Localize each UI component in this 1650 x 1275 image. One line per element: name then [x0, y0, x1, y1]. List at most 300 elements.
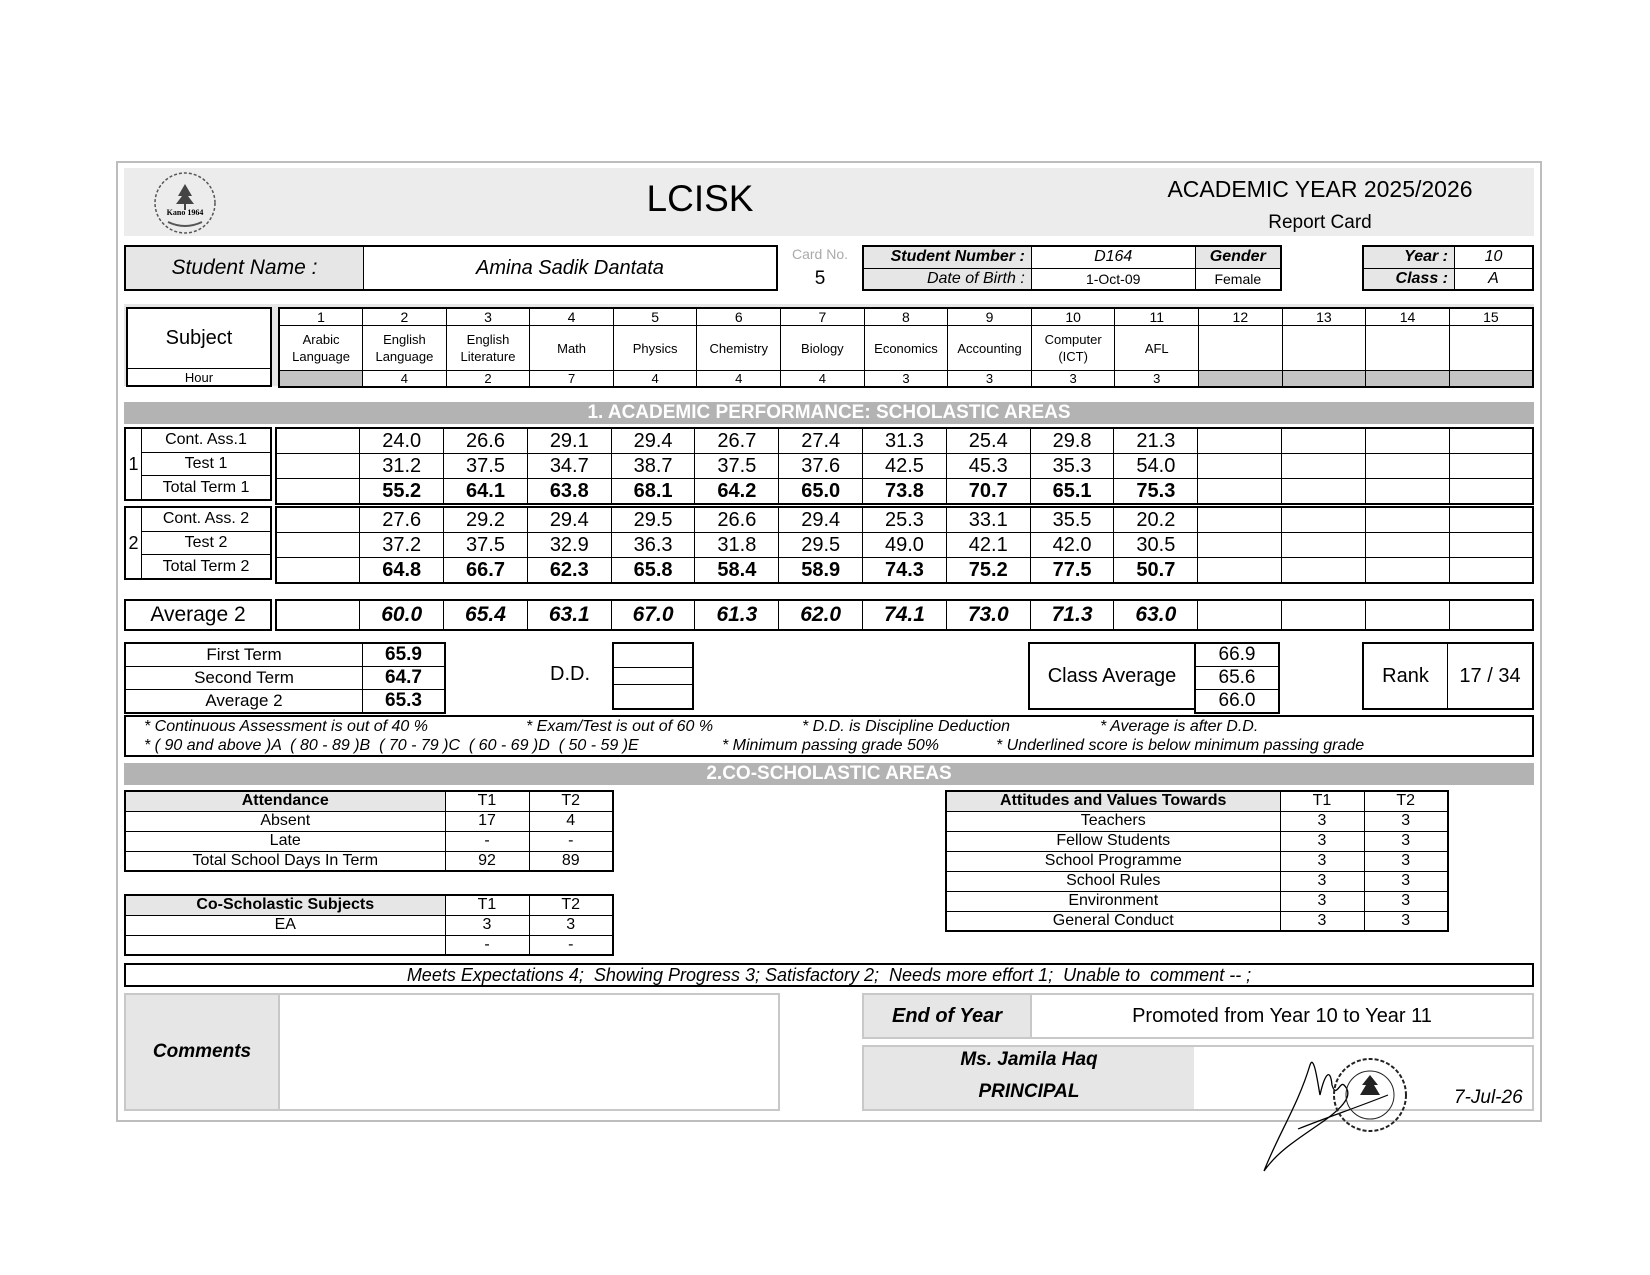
subject-name-line1: Arabic — [302, 332, 340, 347]
attendance-cell: Total School Days In Term — [125, 851, 445, 871]
subject-hour: 4 — [613, 371, 697, 388]
average-cell: 67.0 — [611, 600, 695, 630]
average-cell: 71.3 — [1030, 600, 1114, 630]
score-cell: 54.0 — [1114, 454, 1198, 479]
score-cell — [1282, 479, 1366, 505]
attitudes-cell: 3 — [1280, 811, 1364, 831]
subject-number: 14 — [1366, 308, 1450, 326]
attitudes-cell: 3 — [1364, 831, 1448, 851]
attitudes-table — [945, 790, 1449, 932]
class-average-label: Class Average — [1028, 642, 1196, 710]
score-cell: 29.4 — [779, 507, 863, 533]
subject-number: 6 — [697, 308, 781, 326]
attendance-cell: 92 — [445, 851, 529, 871]
student-name-label: Student Name : — [126, 247, 364, 289]
term-block-2 — [124, 506, 272, 580]
score-cell: 29.2 — [444, 507, 528, 533]
attitudes-t2-header: T2 — [1364, 791, 1448, 811]
subject-name-line1: Economics — [874, 340, 938, 356]
dd-table — [612, 642, 694, 710]
summary-value: 64.7 — [363, 667, 446, 690]
score-cell: 63.8 — [527, 479, 611, 505]
score-cell — [1198, 428, 1282, 454]
score-cell: 37.5 — [444, 533, 528, 558]
score-cell: 35.5 — [1030, 507, 1114, 533]
score-cell — [1282, 507, 1366, 533]
score-cell — [1449, 428, 1533, 454]
attitudes-title: Attitudes and Values Towards — [946, 791, 1280, 811]
subject-hour — [1199, 371, 1283, 388]
score-cell: 29.4 — [527, 507, 611, 533]
attitudes-t1-header: T1 — [1280, 791, 1364, 811]
attendance-cell: - — [529, 831, 613, 851]
coscholastic-cell: - — [529, 935, 613, 955]
average-table — [275, 599, 1534, 631]
subject-hour: 3 — [864, 371, 948, 388]
average-cell: 63.1 — [527, 600, 611, 630]
summary-row — [125, 690, 445, 714]
year-class-table — [1362, 245, 1534, 291]
note-underline: * Underlined score is below minimum passing grade — [996, 737, 1365, 754]
score-cell — [1198, 507, 1282, 533]
dd-label: D.D. — [550, 663, 590, 685]
subject-number: 5 — [613, 308, 697, 326]
card-no-label: Card No. — [791, 246, 849, 262]
section2-title: 2.CO-SCHOLASTIC AREAS — [124, 763, 1534, 785]
score-cell — [1282, 454, 1366, 479]
class-average-t1: 66.9 — [1195, 643, 1279, 667]
score-cell: 62.3 — [527, 558, 611, 584]
score-cell: 50.7 — [1114, 558, 1198, 584]
attendance-row — [125, 851, 613, 871]
subject-name-line2: Language — [292, 349, 350, 364]
subject-name — [363, 326, 447, 371]
coscholastic-table — [124, 894, 614, 956]
score-cell: 27.4 — [779, 428, 863, 454]
subject-name-line1: Chemistry — [709, 340, 769, 356]
score-cell: 75.2 — [946, 558, 1030, 584]
attendance-t2-header: T2 — [529, 791, 613, 811]
end-of-year-box — [862, 993, 1534, 1039]
summary-label: Average 2 — [125, 690, 363, 714]
end-of-year-label: End of Year — [864, 995, 1030, 1037]
score-cell: 77.5 — [1030, 558, 1114, 584]
coscholastic-t1-header: T1 — [445, 895, 529, 915]
score-cell: 42.0 — [1030, 533, 1114, 558]
score-cell: 64.1 — [444, 479, 528, 505]
school-name: LCISK — [646, 178, 754, 219]
logo-text: Kano 1964 — [166, 208, 204, 217]
score-cell — [1365, 428, 1449, 454]
score-cell — [1282, 558, 1366, 584]
score-cell — [1449, 558, 1533, 584]
score-cell: 25.4 — [946, 428, 1030, 454]
score-cell: 55.2 — [360, 479, 444, 505]
gender: Female — [1195, 268, 1281, 290]
attitudes-cell: Fellow Students — [946, 831, 1280, 851]
attendance-cell: Late — [125, 831, 445, 851]
score-cell: 36.3 — [611, 533, 695, 558]
average-cell: 63.0 — [1114, 600, 1198, 630]
attitudes-cell: 3 — [1364, 891, 1448, 911]
coscholastic-cell: 3 — [529, 915, 613, 935]
term-scores-table — [275, 427, 1534, 505]
class-label: Class : — [1363, 268, 1455, 290]
summary-value: 65.3 — [363, 690, 446, 714]
subject-hour: 4 — [781, 371, 865, 388]
attitudes-cell: 3 — [1364, 911, 1448, 931]
term-row — [276, 454, 1533, 479]
score-cell: 24.0 — [360, 428, 444, 454]
score-cell: 32.9 — [527, 533, 611, 558]
subject-name — [1199, 326, 1283, 371]
school-logo — [140, 170, 230, 236]
student-name-box — [124, 245, 778, 291]
subject-name — [1449, 326, 1533, 371]
subject-name — [1031, 326, 1115, 371]
subject-hour: 3 — [1031, 371, 1115, 388]
subject-label-box — [126, 307, 272, 387]
subject-name — [1282, 326, 1366, 371]
student-info-table — [862, 245, 1282, 291]
issue-date: 7-Jul-26 — [1454, 1087, 1523, 1108]
score-cell: 73.8 — [863, 479, 947, 505]
rating-legend: Meets Expectations 4; Showing Progress 3; Satisfactory 2; Needs more effort 1; Unable to comment -- ; — [124, 963, 1534, 987]
subject-name-line1: English — [383, 332, 426, 347]
score-cell: 26.6 — [695, 507, 779, 533]
score-cell: 37.5 — [695, 454, 779, 479]
subject-name-line2: (ICT) — [1058, 349, 1088, 364]
attitudes-cell: School Rules — [946, 871, 1280, 891]
subject-name — [279, 326, 363, 371]
subject-number: 9 — [948, 308, 1032, 326]
subject-label: Subject — [128, 309, 270, 369]
subject-number: 13 — [1282, 308, 1366, 326]
score-cell: 42.1 — [946, 533, 1030, 558]
subject-number: 2 — [363, 308, 447, 326]
score-cell — [1449, 533, 1533, 558]
attendance-cell: Absent — [125, 811, 445, 831]
subject-name — [1115, 326, 1199, 371]
class-value: A — [1455, 268, 1534, 290]
principal-signature — [1258, 1025, 1418, 1175]
term-row — [276, 479, 1533, 505]
score-cell: 58.9 — [779, 558, 863, 584]
student-name: Amina Sadik Dantata — [476, 256, 664, 279]
year-label: Year : — [1363, 246, 1455, 268]
subject-number: 7 — [781, 308, 865, 326]
attendance-cell: - — [445, 831, 529, 851]
coscholastic-cell: 3 — [445, 915, 529, 935]
score-cell — [1449, 479, 1533, 505]
attitudes-row — [946, 831, 1448, 851]
term-number: 2 — [126, 508, 142, 578]
subject-number: 10 — [1031, 308, 1115, 326]
score-cell: 42.5 — [863, 454, 947, 479]
class-average-t2: 65.6 — [1195, 667, 1279, 690]
term-row — [276, 533, 1533, 558]
score-cell: 29.4 — [611, 428, 695, 454]
coscholastic-cell: - — [445, 935, 529, 955]
note-minimum: * Minimum passing grade 50% — [722, 737, 939, 754]
summary-label: Second Term — [125, 667, 363, 690]
score-cell: 26.6 — [444, 428, 528, 454]
principal-name: Ms. Jamila Haq — [960, 1049, 1098, 1070]
score-cell — [276, 479, 360, 505]
score-cell: 29.5 — [779, 533, 863, 558]
score-cell: 20.2 — [1114, 507, 1198, 533]
comments-box — [124, 993, 780, 1111]
principal-box — [862, 1045, 1534, 1111]
note-exam: * Exam/Test is out of 60 % — [526, 718, 714, 735]
subject-name-line1: Biology — [801, 340, 844, 356]
subject-hour: 2 — [446, 371, 530, 388]
subject-number: 12 — [1199, 308, 1283, 326]
dob: 1-Oct-09 — [1031, 268, 1195, 290]
summary-label: First Term — [125, 643, 363, 667]
subject-number-row — [279, 308, 1533, 326]
score-cell: 58.4 — [695, 558, 779, 584]
note-ca: * Continuous Assessment is out of 40 % — [144, 718, 428, 735]
summary-value: 65.9 — [363, 643, 446, 667]
section1-title: 1. ACADEMIC PERFORMANCE: SCHOLASTIC AREAS — [124, 402, 1534, 424]
score-cell — [1198, 479, 1282, 505]
subject-name-line1: Physics — [632, 340, 678, 356]
score-cell: 64.2 — [695, 479, 779, 505]
score-cell: 37.2 — [360, 533, 444, 558]
term-row — [276, 507, 1533, 533]
subject-name — [864, 326, 948, 371]
subject-hour: 4 — [363, 371, 447, 388]
attitudes-cell: 3 — [1364, 871, 1448, 891]
notes-box — [124, 715, 1534, 757]
score-cell — [1365, 479, 1449, 505]
score-cell — [1365, 507, 1449, 533]
term-row-label: Cont. Ass. 2 — [142, 508, 270, 532]
term-row-label: Total Term 2 — [162, 557, 250, 575]
end-of-year-value: Promoted from Year 10 to Year 11 — [1030, 995, 1532, 1037]
score-cell: 65.8 — [611, 558, 695, 584]
coscholastic-row — [125, 935, 613, 955]
year-value: 10 — [1455, 246, 1534, 268]
score-cell: 66.7 — [444, 558, 528, 584]
subject-number: 11 — [1115, 308, 1199, 326]
subject-name-row — [279, 326, 1533, 371]
subject-name — [1366, 326, 1450, 371]
score-cell — [276, 533, 360, 558]
score-cell: 75.3 — [1114, 479, 1198, 505]
subject-name — [697, 326, 781, 371]
score-cell — [1365, 558, 1449, 584]
subject-hour: 7 — [530, 371, 614, 388]
coscholastic-row — [125, 915, 613, 935]
subject-name — [613, 326, 697, 371]
attitudes-cell: 3 — [1280, 851, 1364, 871]
term-number: 1 — [126, 429, 142, 499]
score-cell: 31.8 — [695, 533, 779, 558]
score-cell: 31.2 — [360, 454, 444, 479]
score-cell: 37.6 — [779, 454, 863, 479]
score-cell: 34.7 — [527, 454, 611, 479]
attitudes-row — [946, 811, 1448, 831]
average-cell — [276, 600, 360, 630]
average-cell: 61.3 — [695, 600, 779, 630]
attitudes-cell: 3 — [1280, 891, 1364, 911]
score-cell: 68.1 — [611, 479, 695, 505]
class-average-table — [1194, 642, 1280, 714]
score-cell: 30.5 — [1114, 533, 1198, 558]
score-cell — [1365, 533, 1449, 558]
term-summary-table — [124, 642, 446, 714]
attitudes-cell: 3 — [1280, 911, 1364, 931]
subject-name — [781, 326, 865, 371]
term-row-label: Total Term 1 — [162, 478, 250, 496]
average-label: Average 2 — [124, 599, 272, 631]
hour-label: Hour — [184, 369, 214, 385]
score-cell: 38.7 — [611, 454, 695, 479]
subject-name-line2: Language — [375, 349, 434, 364]
average-cell — [1449, 600, 1533, 630]
attendance-t1-header: T1 — [445, 791, 529, 811]
average-cell — [1365, 600, 1449, 630]
score-cell: 21.3 — [1114, 428, 1198, 454]
attitudes-cell: General Conduct — [946, 911, 1280, 931]
subject-name-line1: Computer — [1044, 332, 1102, 347]
score-cell: 74.3 — [863, 558, 947, 584]
average-cell — [1282, 600, 1366, 630]
attendance-cell: 17 — [445, 811, 529, 831]
subject-number: 15 — [1449, 308, 1533, 326]
attitudes-cell: Teachers — [946, 811, 1280, 831]
subject-name-line1: Math — [557, 340, 587, 356]
subject-hour — [1366, 371, 1450, 388]
score-cell — [1282, 533, 1366, 558]
score-cell: 26.7 — [695, 428, 779, 454]
score-cell: 29.8 — [1030, 428, 1114, 454]
score-cell — [276, 507, 360, 533]
score-cell — [276, 428, 360, 454]
card-no: 5 — [814, 268, 826, 289]
principal-title: PRINCIPAL — [978, 1081, 1080, 1102]
attitudes-cell: 3 — [1280, 871, 1364, 891]
subject-hour — [279, 371, 363, 388]
attendance-cell: 4 — [529, 811, 613, 831]
subject-name-line1: English — [466, 332, 510, 347]
score-cell — [1282, 428, 1366, 454]
student-number-label: Student Number : — [863, 246, 1031, 268]
comments-field — [278, 995, 778, 1109]
score-cell — [1365, 454, 1449, 479]
academic-year: ACADEMIC YEAR 2025/2026 — [1167, 176, 1473, 202]
term-row — [276, 428, 1533, 454]
subject-hour: 3 — [1115, 371, 1199, 388]
score-cell: 45.3 — [946, 454, 1030, 479]
attendance-table — [124, 790, 614, 872]
coscholastic-t2-header: T2 — [529, 895, 613, 915]
average-row — [276, 600, 1533, 630]
subject-hour: 4 — [697, 371, 781, 388]
rank-box — [1362, 642, 1534, 710]
score-cell — [276, 454, 360, 479]
average-cell: 60.0 — [360, 600, 444, 630]
average-cell: 73.0 — [946, 600, 1030, 630]
subject-hour-row — [279, 371, 1533, 388]
subject-number: 1 — [279, 308, 363, 326]
doc-type: Report Card — [1268, 212, 1372, 233]
score-cell: 25.3 — [863, 507, 947, 533]
subject-name-line1: AFL — [1144, 340, 1169, 356]
subject-number: 3 — [446, 308, 530, 326]
score-cell: 31.3 — [863, 428, 947, 454]
score-cell — [276, 558, 360, 584]
subjects-table — [278, 307, 1534, 388]
attitudes-row — [946, 871, 1448, 891]
score-cell — [1449, 507, 1533, 533]
score-cell: 70.7 — [946, 479, 1030, 505]
term-row-labels — [142, 508, 270, 578]
attendance-row — [125, 811, 613, 831]
score-cell: 27.6 — [360, 507, 444, 533]
comments-label: Comments — [126, 995, 278, 1109]
score-cell — [1198, 558, 1282, 584]
score-cell: 49.0 — [863, 533, 947, 558]
subject-hour — [1282, 371, 1366, 388]
term-row-labels — [142, 429, 270, 499]
class-average-avg: 66.0 — [1195, 690, 1279, 714]
note-average: * Average is after D.D. — [1100, 718, 1259, 735]
attitudes-row — [946, 891, 1448, 911]
score-cell — [1198, 454, 1282, 479]
note-dd: * D.D. is Discipline Deduction — [802, 718, 1011, 735]
attitudes-row — [946, 851, 1448, 871]
note-grades: * ( 90 and above )A ( 80 - 89 )B ( 70 - 79 )C ( 60 - 69 )D ( 50 - 59 )E — [144, 737, 639, 754]
subject-name-line2: Literature — [460, 349, 516, 364]
score-cell: 65.0 — [779, 479, 863, 505]
attitudes-row — [946, 911, 1448, 931]
gender-label: Gender — [1195, 246, 1281, 268]
summary-row — [125, 643, 445, 667]
attitudes-cell: 3 — [1364, 851, 1448, 871]
score-cell: 65.1 — [1030, 479, 1114, 505]
average-cell: 62.0 — [779, 600, 863, 630]
term-scores-table — [275, 506, 1534, 584]
score-cell: 29.1 — [527, 428, 611, 454]
score-cell — [1449, 454, 1533, 479]
coscholastic-cell — [125, 935, 445, 955]
coscholastic-title: Co-Scholastic Subjects — [125, 895, 445, 915]
score-cell: 35.3 — [1030, 454, 1114, 479]
attitudes-cell: Environment — [946, 891, 1280, 911]
subject-hour: 3 — [948, 371, 1032, 388]
score-cell: 37.5 — [444, 454, 528, 479]
coscholastic-cell: EA — [125, 915, 445, 935]
rank-label: Rank — [1364, 644, 1448, 708]
student-number: D164 — [1031, 246, 1195, 268]
term-row-label: Test 1 — [142, 453, 270, 477]
term-block-1 — [124, 427, 272, 501]
subject-name — [948, 326, 1032, 371]
attitudes-cell: School Programme — [946, 851, 1280, 871]
score-cell: 33.1 — [946, 507, 1030, 533]
attendance-cell: 89 — [529, 851, 613, 871]
subject-name-line1: Accounting — [957, 340, 1022, 356]
score-cell — [1198, 533, 1282, 558]
average-cell — [1198, 600, 1282, 630]
average-cell: 65.4 — [444, 600, 528, 630]
term-row — [276, 558, 1533, 584]
rank-value: 17 / 34 — [1459, 664, 1521, 687]
term-row-label: Cont. Ass.1 — [142, 429, 270, 453]
